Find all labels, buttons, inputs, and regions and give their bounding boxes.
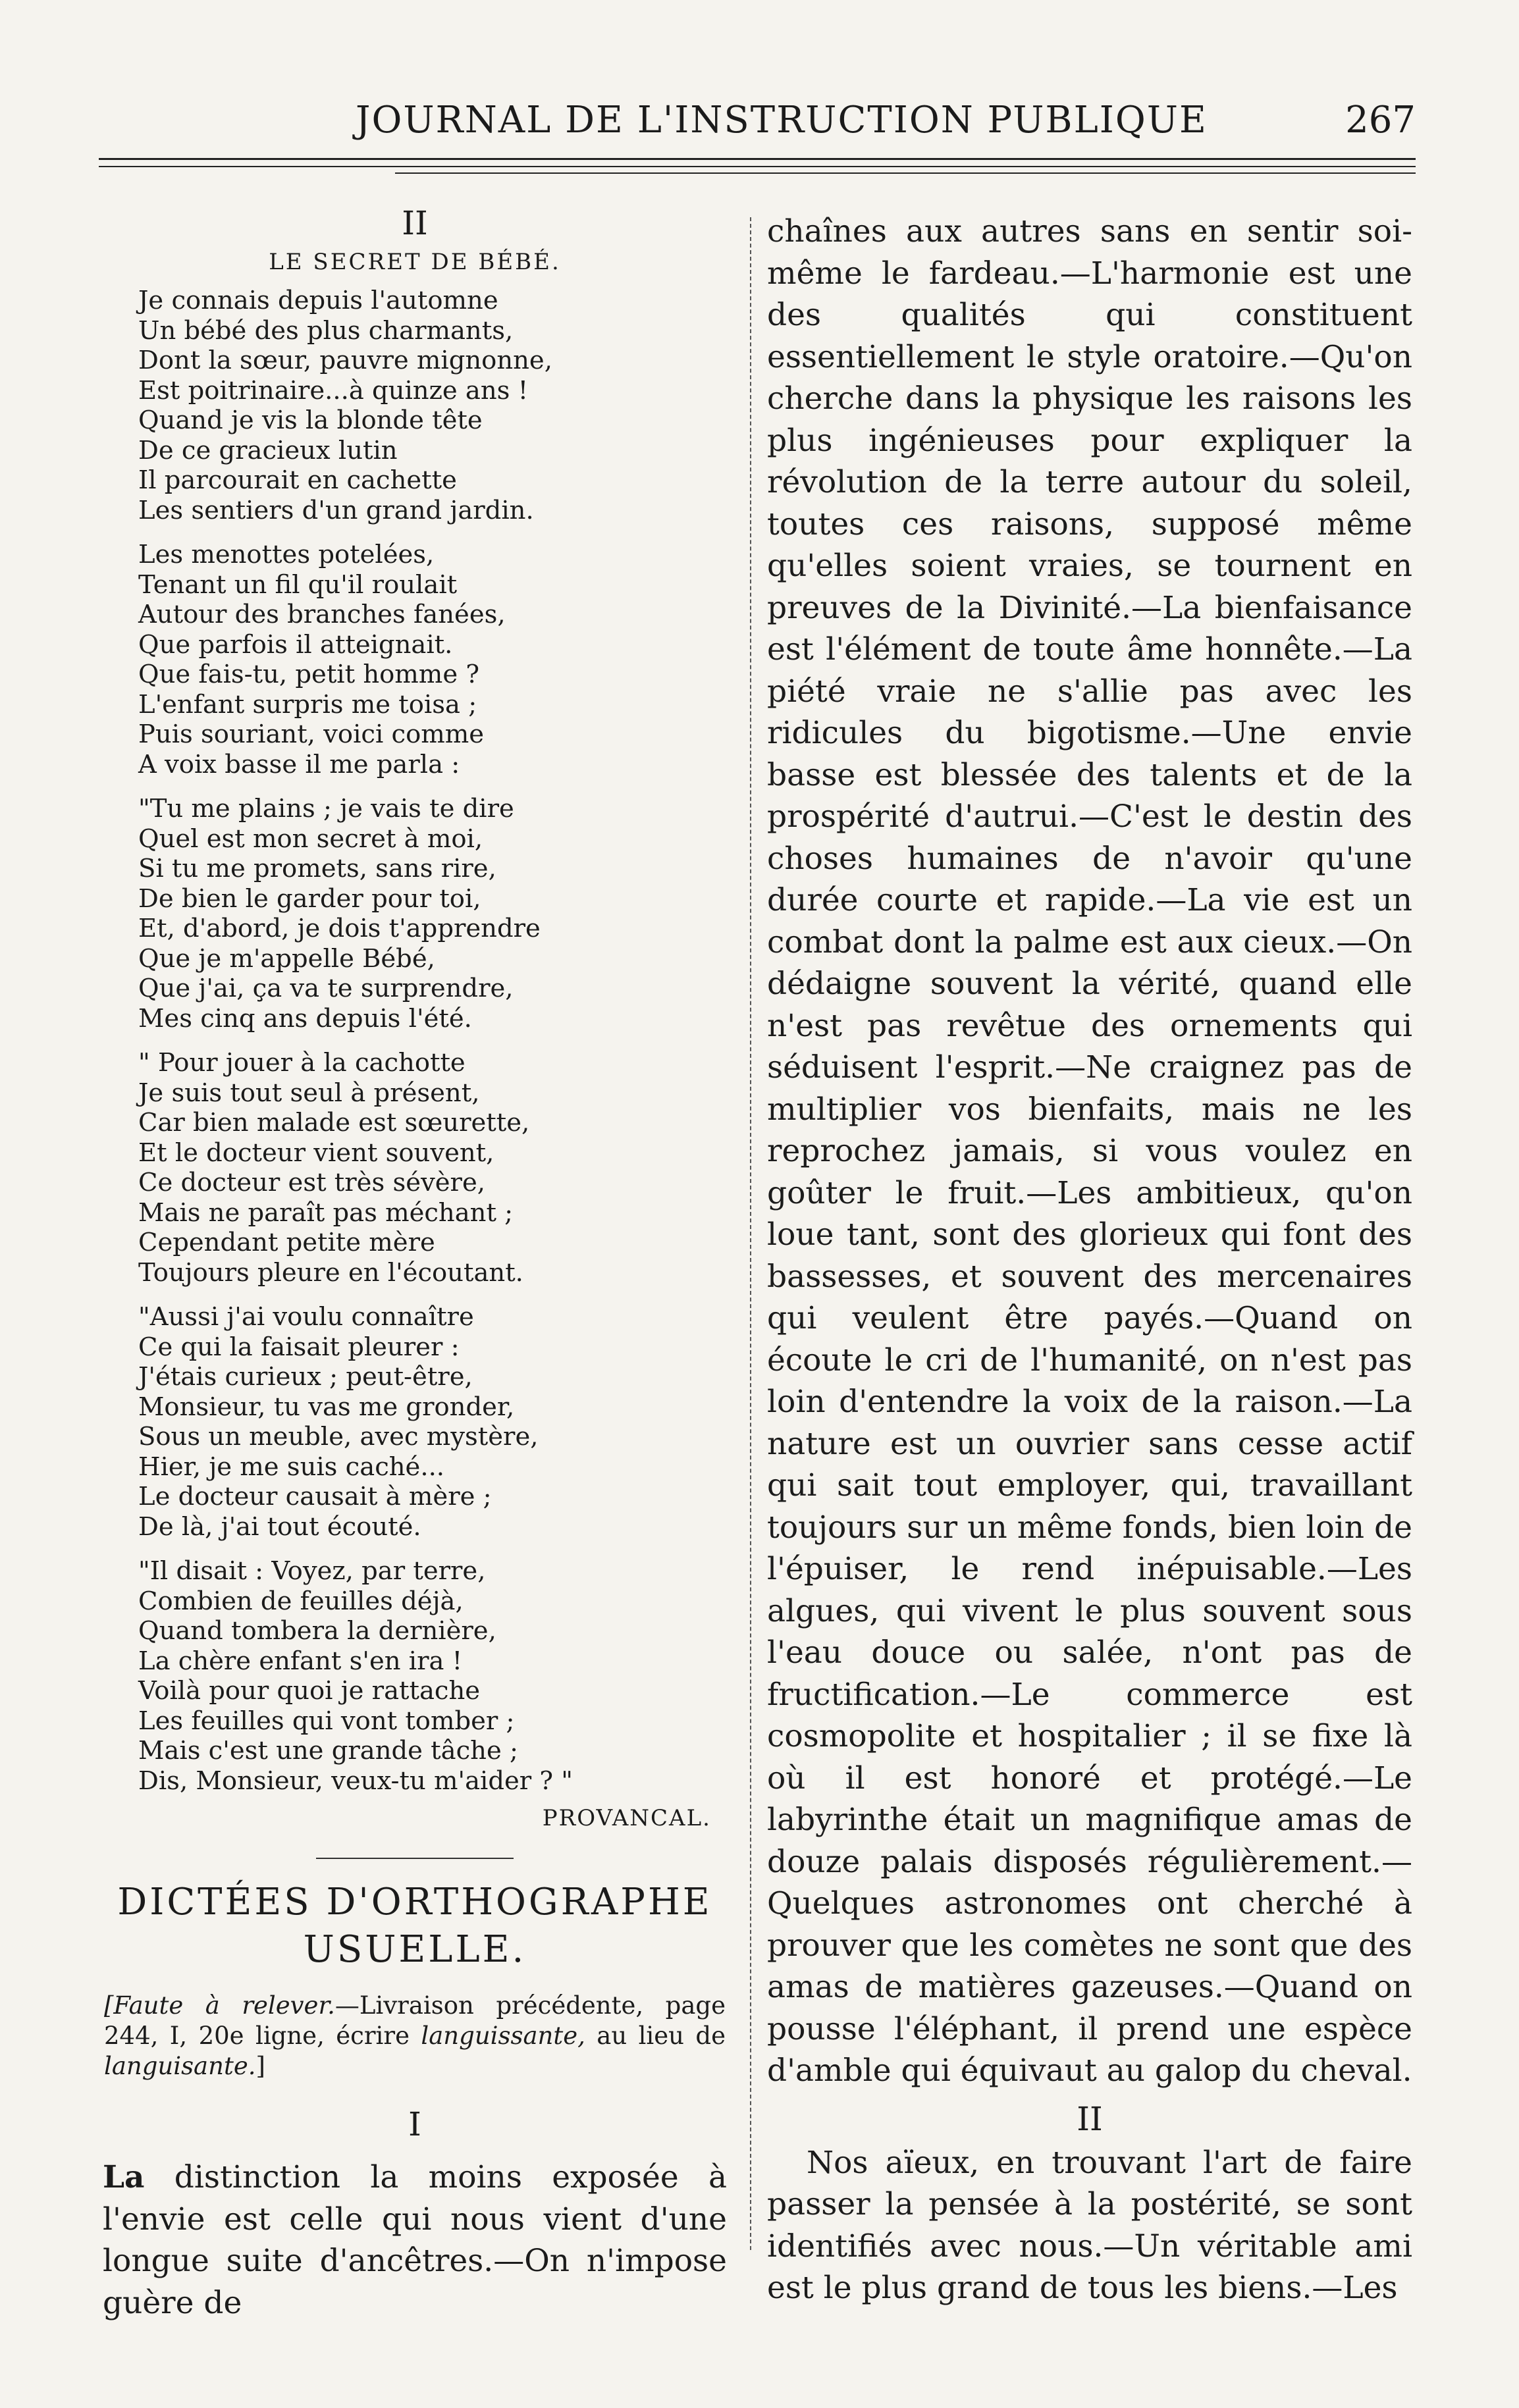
poem-line: Le docteur causait à mère ; <box>138 1482 492 1511</box>
poem-line: Et le docteur vient souvent, <box>138 1138 494 1168</box>
poem-line: Dont la sœur, pauvre mignonne, <box>138 346 552 375</box>
poem-line: La chère enfant s'en ira ! <box>138 1646 463 1676</box>
poem-stanza <box>138 1302 731 1542</box>
poem-line: Toujours pleure en l'écoutant. <box>138 1257 523 1288</box>
poem-title: LE SECRET DE BÉBÉ. <box>269 249 561 275</box>
page-number: 267 <box>1345 99 1416 142</box>
poem-line: Tenant un fil qu'il roulait <box>138 569 458 600</box>
poem-line: Quand tombera la dernière, <box>138 1616 496 1646</box>
poem-line: Je connais depuis l'automne <box>138 286 498 315</box>
section-rule <box>316 1858 514 1859</box>
poem-stanza <box>138 540 731 779</box>
erratum-text: —Livraison précédente, page 244, I, 20e ligne, écrire <box>104 1991 726 2050</box>
poem-line: Que parfois il atteignait. <box>138 629 453 660</box>
dictee-section-number-2: II <box>1077 2099 1103 2138</box>
erratum-label: [Faute à relever. <box>104 1991 335 2020</box>
poem-line: Que fais-tu, petit homme ? <box>138 660 479 689</box>
dropcap: La <box>103 2159 145 2195</box>
poem-line: Car bien malade est sœurette, <box>138 1108 530 1138</box>
dictee-paragraph <box>103 2157 727 2324</box>
dictee-section-number: I <box>408 2105 421 2143</box>
right-column <box>767 211 1412 2309</box>
poem-line: Sous un meuble, avec mystère, <box>138 1422 539 1452</box>
poem-line: Hier, je me suis caché... <box>138 1452 445 1482</box>
erratum-wrong-word: languisante. <box>104 2052 256 2080</box>
dictee-text: distinction la moins exposée à l'envie est celle qui nous vient d'une longue suite d'ancêtres.—On n'impose guère de <box>103 2159 727 2321</box>
poem-line: Ce qui la faisait pleurer : <box>138 1332 460 1362</box>
erratum-end: ] <box>255 2052 265 2080</box>
poem-line: L'enfant surpris me toisa ; <box>138 689 477 720</box>
poem-stanza <box>138 794 731 1034</box>
poem-line: Dis, Monsieur, veux-tu m'aider ? " <box>138 1766 573 1796</box>
poem-line: Voilà pour quoi je rattache <box>138 1676 481 1706</box>
page-header <box>99 92 1416 145</box>
poem-line: De bien le garder pour toi, <box>138 883 481 914</box>
poem-line: Si tu me promets, sans rire, <box>138 854 496 883</box>
erratum-mid: au lieu de <box>585 2022 726 2050</box>
dictee-heading <box>99 1879 731 1974</box>
header-rule <box>395 172 1416 174</box>
erratum-note <box>104 1991 726 2081</box>
poem-line: "Aussi j'ai voulu connaître <box>138 1302 474 1332</box>
poem-line: Que je m'appelle Bébé, <box>138 943 435 974</box>
poem-line: Et, d'abord, je dois t'apprendre <box>138 914 541 943</box>
running-head: JOURNAL DE L'INSTRUCTION PUBLIQUE <box>356 99 1208 142</box>
poem-line: "Il disait : Voyez, par terre, <box>138 1556 486 1586</box>
poem-line: Il parcourait en cachette <box>138 465 457 495</box>
poem-line: Mais c'est une grande tâche ; <box>138 1736 518 1766</box>
poem-line: A voix basse il me parla : <box>138 749 460 779</box>
poem-line: " Pour jouer à la cachotte <box>138 1048 466 1078</box>
poem-line: Les sentiers d'un grand jardin. <box>138 495 534 525</box>
poem-signature: PROVANCAL. <box>542 1805 711 1831</box>
poem-line: Autour des branches fanées, <box>138 600 506 629</box>
poem-stanza <box>138 1556 731 1796</box>
poem-stanza <box>138 1048 731 1288</box>
poem-line: Mes cinq ans depuis l'été. <box>138 1003 472 1034</box>
poem-line: Combien de feuilles déjà, <box>138 1586 464 1616</box>
poem-line: De ce gracieux lutin <box>138 435 398 465</box>
poem-line: Ce docteur est très sévère, <box>138 1168 485 1197</box>
poem-section-number: II <box>402 204 428 242</box>
poem-line: Puis souriant, voici comme <box>138 720 485 749</box>
dictee-paragraph-2: Nos aïeux, en trouvant l'art de faire passer la pensée à la postérité, se sont identifiés avec nous.—Un véritable ami est le plus grand de tous les biens.—Les <box>767 2144 1412 2306</box>
poem-stanza <box>138 286 731 525</box>
column-divider <box>750 217 751 2250</box>
poem-line: Que j'ai, ça va te surprendre, <box>138 974 514 1003</box>
poem-line: Les menottes potelées, <box>138 540 435 569</box>
poem-line: Est poitrinaire...à quinze ans ! <box>138 375 529 406</box>
poem-line: Cependant petite mère <box>138 1228 435 1257</box>
poem-line: Je suis tout seul à présent, <box>138 1078 480 1108</box>
poem-line: Mais ne paraît pas méchant ; <box>138 1197 514 1228</box>
header-rule <box>99 166 1416 167</box>
poem-line: Quel est mon secret à moi, <box>138 824 483 854</box>
poem-line: Quand je vis la blonde tête <box>138 406 483 435</box>
erratum-correct-word: languissante, <box>421 2022 585 2050</box>
header-rule <box>99 158 1416 160</box>
poem-line: De là, j'ai tout écouté. <box>138 1511 421 1542</box>
left-column <box>99 204 731 2324</box>
dictee-heading-line-2: USUELLE. <box>303 1928 527 1971</box>
poem-line: J'étais curieux ; peut-être, <box>138 1362 473 1392</box>
poem-line: Monsieur, tu vas me gronder, <box>138 1392 515 1422</box>
poem-line: Les feuilles qui vont tomber ; <box>138 1706 515 1736</box>
poem <box>138 286 731 1796</box>
dictee-paragraph-continued: chaînes aux autres sans en sentir soi-même le fardeau.—L'harmonie est une des qualités qui constituent essentiellement le style oratoire.—Qu'on cherche dans la physique les raisons les plus ingénieuses pour expliquer la révolution de la terre autour du soleil, toutes ces raisons, supposé même qu'elles soient vraies, se tournent en preuves de la Divinité.—La bienfaisance est l'élément de toute âme honnête.—La piété vraie ne s'allie pas avec les ridicules du bigotisme.—Une envie basse est blessée des talents et de la prospérité d'autrui.—C'est le destin des choses humaines de n'avoir qu'une durée courte et rapide.—La vie est un combat dont la palme est aux cieux.—On dédaigne souvent la vérité, quand elle n'est pas revêtue des ornements qui séduisent l'esprit.—Ne craignez pas de multiplier vos bienfaits, mais ne les reprochez jamais, si vous voulez en goûter le fruit.—Les ambitieux, qu'on loue tant, sont des glorieux qui font des bassesses, et souvent des mercenaires qui veulent être payés.—Quand on écoute le cri de l'humanité, on n'est pas loin d'entendre la voix de la raison.—La nature est un ouvrier sans cesse actif qui sait tout employer, qui, travaillant toujours sur un même fonds, bien loin de l'épuiser, le rend inépuisable.—Les algues, qui vivent le plus souvent sous l'eau douce ou salée, n'ont pas de fructification.—Le commerce est cosmopolite et hospitalier ; il se fixe là où il est honoré et protégé.—Le labyrinthe était un magnifique amas de douze palais disposés régulièrement.—Quelques astronomes ont cherché à prouver que les comètes ne sont que des amas de matières gazeuses.—Quand on pousse l'éléphant, il prend une espèce d'amble qui équivaut au galop du cheval. <box>767 213 1412 2089</box>
poem-line: Un bébé des plus charmants, <box>138 315 514 346</box>
dictee-heading-line-1: DICTÉES D'ORTHOGRAPHE <box>117 1881 712 1924</box>
poem-line: "Tu me plains ; je vais te dire <box>138 794 514 824</box>
